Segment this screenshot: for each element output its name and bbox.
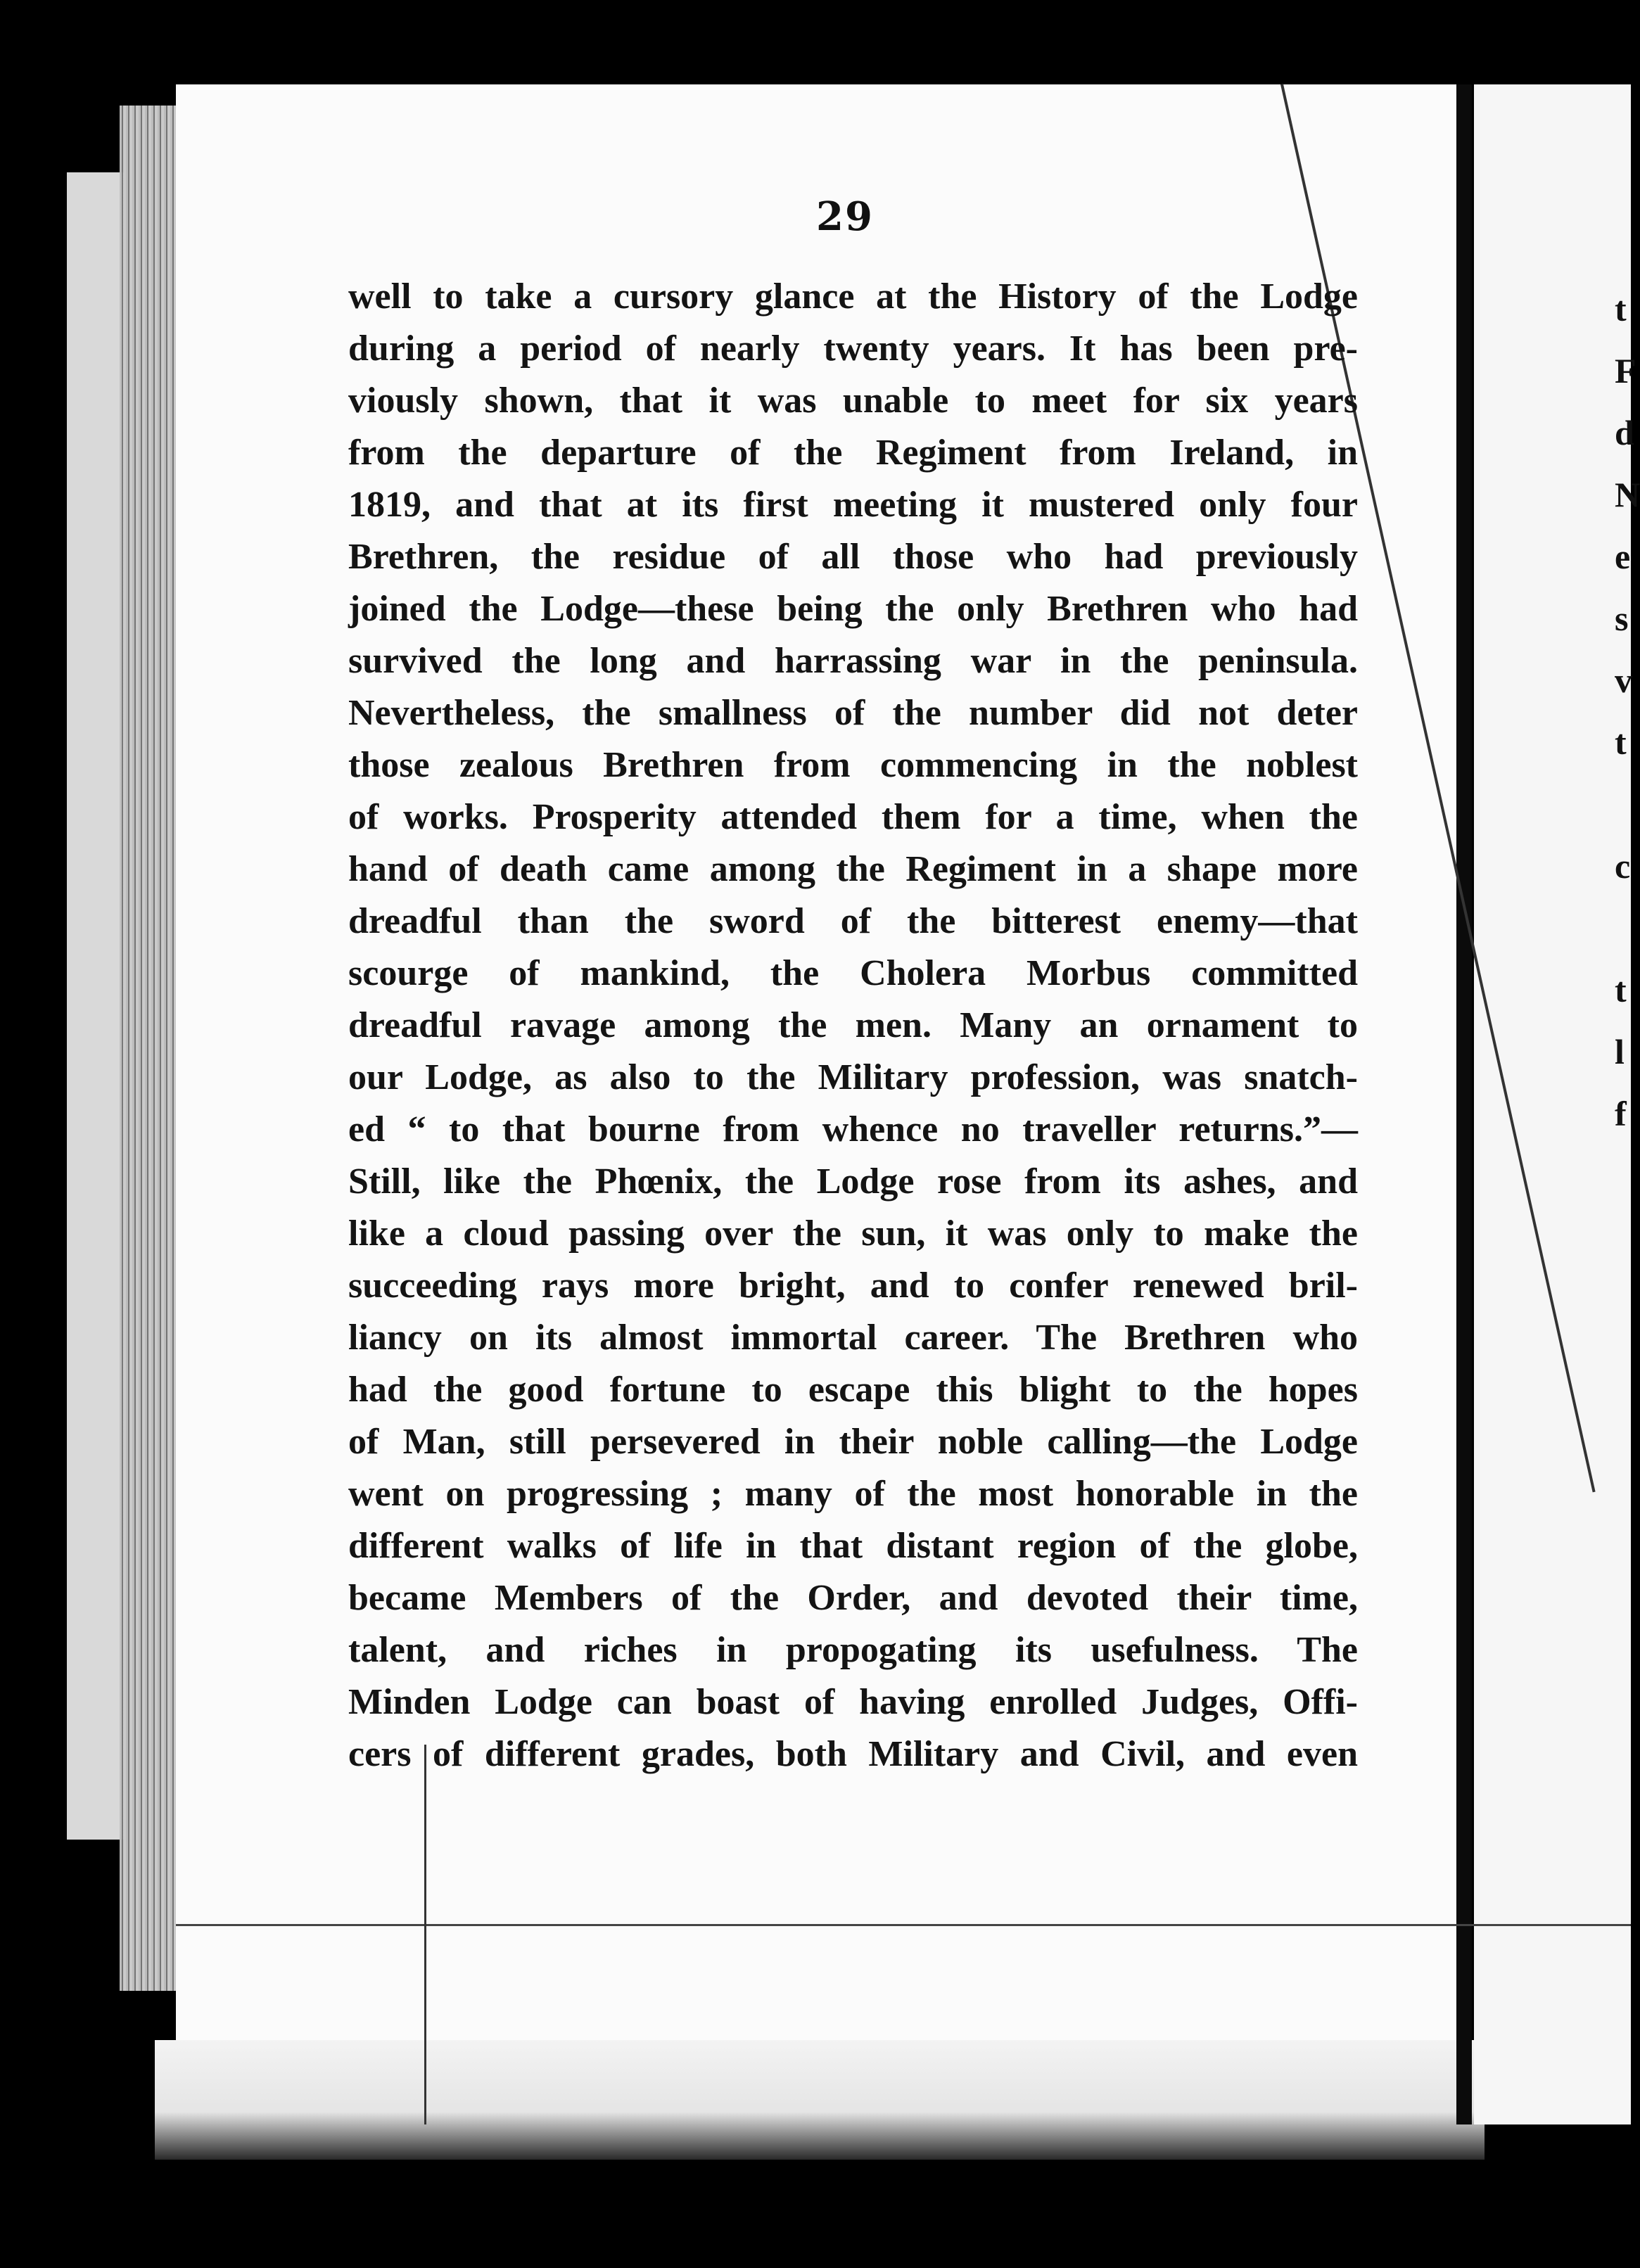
facing-letter: t bbox=[1615, 970, 1627, 1009]
facing-letter: t bbox=[1615, 722, 1627, 762]
text-line: different walks of life in that distant region of the globe, bbox=[348, 1526, 1358, 1566]
text-line: Brethren, the residue of all those who had previously bbox=[348, 537, 1358, 577]
facing-page bbox=[1474, 84, 1640, 2124]
facing-letter: v bbox=[1615, 661, 1632, 700]
text-line: went on progressing ; many of the most honorable in the bbox=[348, 1474, 1358, 1514]
facing-letter: s bbox=[1615, 599, 1629, 638]
text-line: 1819, and that at its first meeting it mustered only four bbox=[348, 485, 1358, 525]
text-line: from the departure of the Regiment from Ireland, in bbox=[348, 433, 1358, 473]
text-line: hand of death came among the Regiment in a shape more bbox=[348, 849, 1358, 889]
text-line: survived the long and harrassing war in the peninsula. bbox=[348, 641, 1358, 681]
text-line: ed “ to that bourne from whence no traveller returns.”— bbox=[348, 1109, 1358, 1149]
facing-letter: c bbox=[1615, 846, 1631, 886]
facing-letter bbox=[1615, 897, 1631, 959]
adjacent-page-edge bbox=[67, 172, 124, 1840]
text-line: our Lodge, as also to the Military profession, was snatch- bbox=[348, 1057, 1358, 1097]
text-line: of Man, still persevered in their noble calling—the Lodge bbox=[348, 1422, 1358, 1462]
facing-page-text-fragments bbox=[1615, 278, 1640, 1145]
text-line: cers of different grades, both Military and Civil, and even bbox=[348, 1734, 1358, 1774]
text-line: scourge of mankind, the Cholera Morbus committed bbox=[348, 953, 1358, 993]
text-line: Nevertheless, the smallness of the number did not deter bbox=[348, 693, 1358, 733]
facing-letter: N bbox=[1615, 475, 1640, 514]
book-spine bbox=[1456, 84, 1472, 2124]
text-line: talent, and riches in propogating its usefulness. The bbox=[348, 1630, 1358, 1670]
text-line: had the good fortune to escape this blight to the hopes bbox=[348, 1370, 1358, 1410]
text-line: of works. Prosperity attended them for a time, when the bbox=[348, 797, 1358, 837]
scan-guide-vertical bbox=[424, 1745, 426, 2124]
scan-guide-horizontal bbox=[176, 1924, 1631, 1926]
text-line: dreadful ravage among the men. Many an ornament to bbox=[348, 1005, 1358, 1045]
text-line: like a cloud passing over the sun, it was only to make the bbox=[348, 1213, 1358, 1254]
text-line: dreadful than the sword of the bitterest enemy—that bbox=[348, 901, 1358, 941]
text-line: liancy on its almost immortal career. The Brethren who bbox=[348, 1318, 1358, 1358]
page-number: 29 bbox=[816, 193, 874, 240]
text-line: Still, like the Phœnix, the Lodge rose from its ashes, and bbox=[348, 1161, 1358, 1202]
facing-letter: t bbox=[1615, 289, 1627, 329]
text-line: succeeding rays more bright, and to confer renewed bril- bbox=[348, 1266, 1358, 1306]
facing-letter: d bbox=[1615, 413, 1634, 452]
facing-letter: F bbox=[1615, 351, 1636, 390]
body-text bbox=[348, 271, 1358, 1780]
text-line: well to take a cursory glance at the History of the Lodge bbox=[348, 276, 1358, 317]
facing-letter: l bbox=[1615, 1032, 1625, 1071]
facing-letter: f bbox=[1615, 1094, 1627, 1133]
page-bottom-edge bbox=[155, 2040, 1485, 2160]
text-line: viously shown, that it was unable to meet for six years bbox=[348, 381, 1358, 421]
text-line: those zealous Brethren from commencing in the noblest bbox=[348, 745, 1358, 785]
text-line: became Members of the Order, and devoted their time, bbox=[348, 1578, 1358, 1618]
page-gutter bbox=[120, 106, 176, 1991]
text-line: joined the Lodge—these being the only Brethren who had bbox=[348, 589, 1358, 629]
text-line: during a period of nearly twenty years. It has been pre- bbox=[348, 329, 1358, 369]
facing-letter: e bbox=[1615, 537, 1631, 576]
text-line: Minden Lodge can boast of having enrolled Judges, Offi- bbox=[348, 1682, 1358, 1722]
facing-letter bbox=[1615, 773, 1631, 835]
